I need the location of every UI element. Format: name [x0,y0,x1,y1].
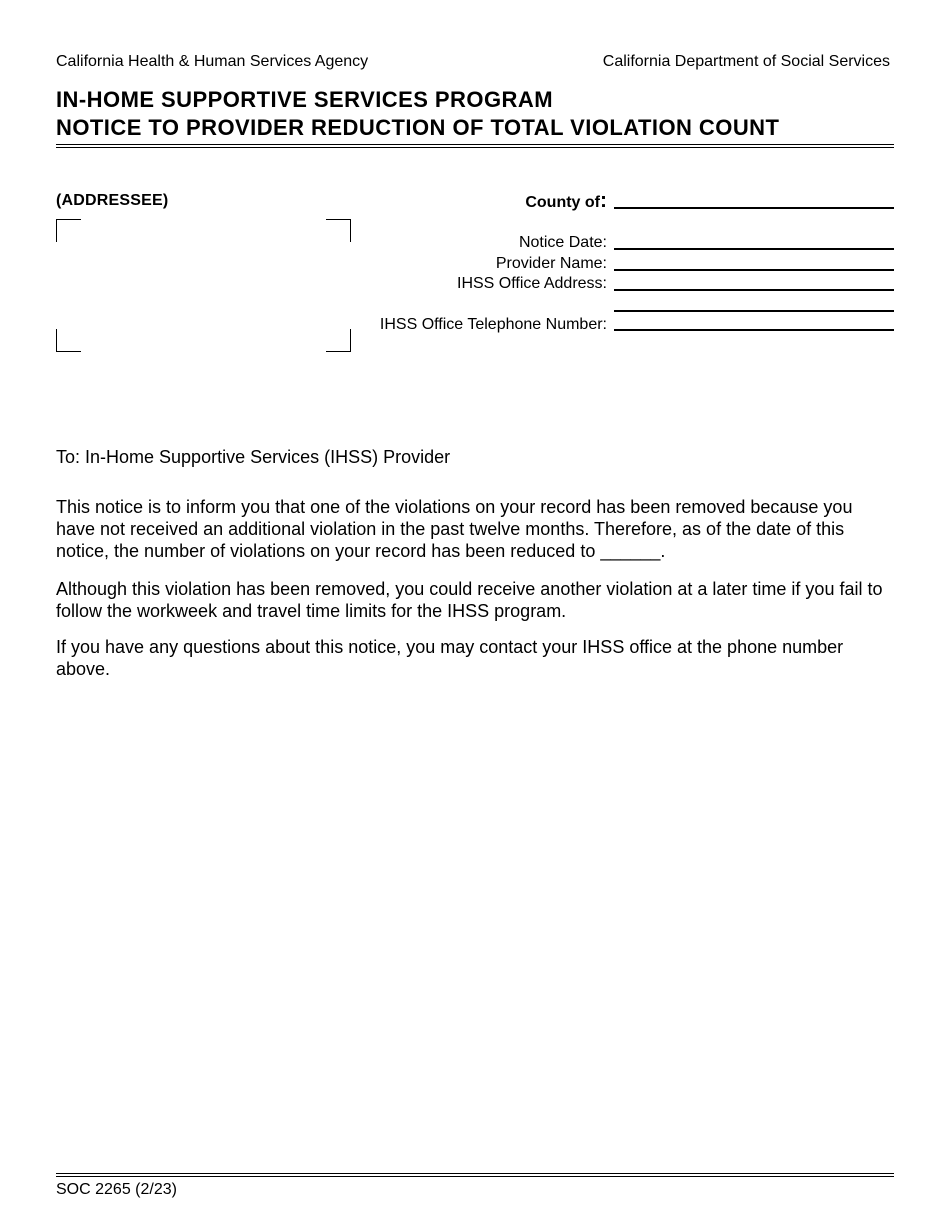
county-label: County of: [525,189,607,212]
notice-date-label: Notice Date: [518,234,607,251]
office-address-field[interactable] [614,289,894,291]
office-address-label: IHSS Office Address: [457,275,607,292]
office-address-field-line2[interactable] [614,310,894,312]
county-field[interactable] [614,207,894,209]
form-number: SOC 2265 (2/23) [56,1181,177,1198]
office-phone-label: IHSS Office Telephone Number: [379,316,607,333]
department-name: California Department of Social Services [602,53,890,70]
notice-title: NOTICE TO PROVIDER REDUCTION OF TOTAL VIOLATION COUNT [56,115,780,140]
title-divider-bottom [56,147,894,148]
office-phone-field[interactable] [614,329,894,331]
agency-name: California Health & Human Services Agency [56,53,369,70]
program-title: IN-HOME SUPPORTIVE SERVICES PROGRAM [56,87,553,112]
address-window-corner-top-left [56,219,81,242]
provider-name-field[interactable] [614,269,894,271]
recipient-line: To: In-Home Supportive Services (IHSS) Provider [56,447,451,467]
notice-paragraph-1: This notice is to inform you that one of the violations on your record has been removed because you have not received an additional violation in the past twelve months. Therefore, as of the date of this notice, the number of violations on your record has been reduced to ______. [56,497,853,561]
footer-divider-bottom [56,1176,894,1177]
footer-divider-top [56,1173,894,1174]
address-window-corner-top-right [326,219,351,242]
notice-paragraph-3: If you have any questions about this notice, you may contact your IHSS office at the phone number above. [56,637,844,679]
addressee-label: (ADDRESSEE) [56,192,169,209]
notice-date-field[interactable] [614,248,894,250]
provider-name-label: Provider Name: [495,255,607,272]
address-window-corner-bottom-right [326,329,351,352]
notice-paragraph-2: Although this violation has been removed, you could receive another violation at a later time if you fail to follow the workweek and travel time limits for the IHSS program. [56,579,883,621]
address-window-corner-bottom-left [56,329,81,352]
title-divider-top [56,144,894,145]
